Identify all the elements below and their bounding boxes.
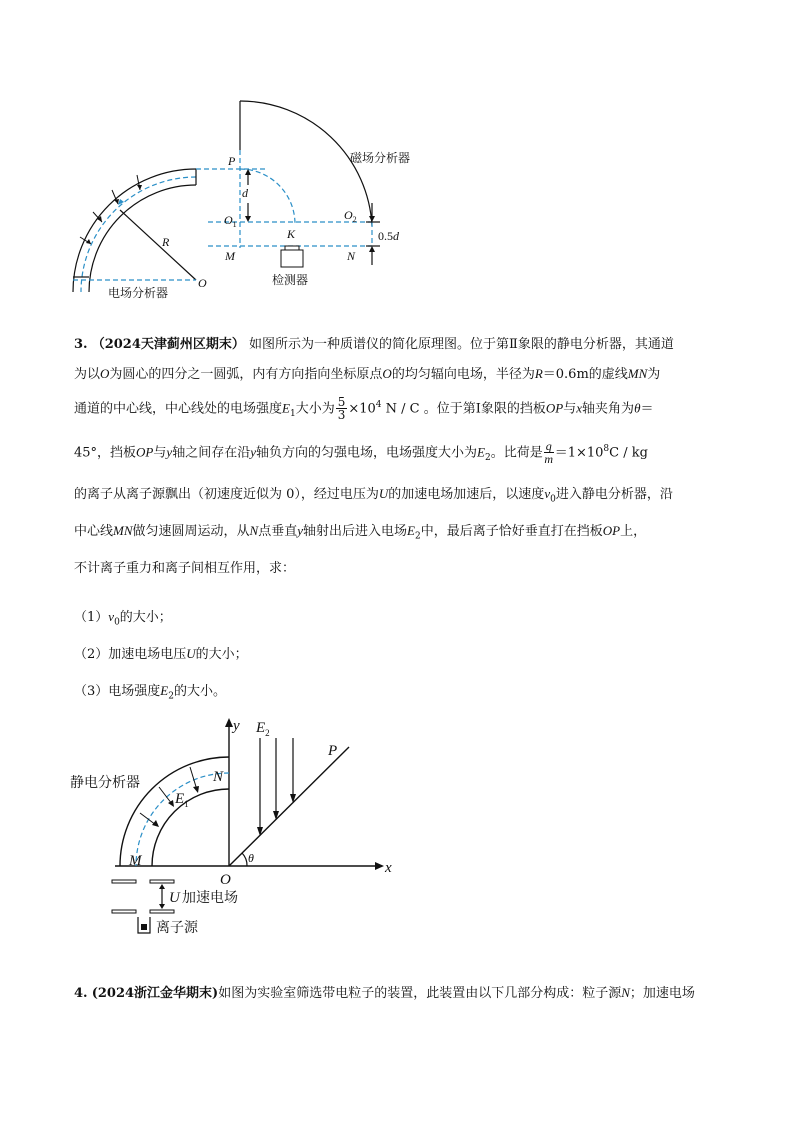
svg-text:R bbox=[161, 235, 170, 249]
problem-3: 3. （2024天津蓟州区期末） 如图所示为一种质谱仪的简化原理图。位于第Ⅱ象限的静电分析器，其通道 为以O为圆心的四分之一圆弧，内有方向指向坐标原点O的均匀辐向电场，半径为R＝0.6m的虚线MN为 通道的中心线，中心线处的电场强度$E_1$大小为 $\frac{5}{3}$ $\times 10^4$ N / C 。位于第Ⅰ象限的挡板OP与x轴夹角为θ＝ 45°，挡板OP与y轴之间存在沿y轴负方向的匀强电场，电场强度大小为$E_2$。比荷是 $\frac{q}{m}$ $=1\times 10^8C$ / kg 的离子从离子源飘出（初速度近似为 0），经过电压为U的加速电场加速后，以速度$v_0$进入静电分析器，沿 中心线MN做匀速圆周运动，从N点垂直y轴射出后进入电场$E_2$中，最后离子恰好垂直打在挡板OP上， 不计离子重力和离子间相互作用，求： bbox=[74, 337, 674, 577]
svg-text:x bbox=[384, 860, 392, 876]
label-M: M bbox=[225, 249, 235, 263]
radius-line bbox=[120, 210, 196, 280]
svg-text:O1: $O_1$ bbox=[224, 213, 237, 229]
label-E1: E bbox=[175, 791, 185, 807]
label-M: M bbox=[129, 853, 142, 869]
svg-text:d bbox=[242, 186, 249, 200]
figure-1-analyzer-diagram bbox=[0, 0, 794, 300]
svg-text:M bbox=[224, 249, 236, 263]
problem-3-source: （2024天津蓟州区期末） bbox=[91, 337, 245, 352]
ion-source-label: 离子源 bbox=[156, 920, 198, 936]
label-O2: O bbox=[344, 208, 353, 222]
svg-text:P bbox=[227, 154, 236, 168]
fraction-5-3: $\frac{5}{3}$ bbox=[337, 395, 346, 423]
sub-question-1: $(1)v_0$的大小； bbox=[74, 609, 172, 628]
svg-text:N bbox=[346, 249, 356, 263]
label-N: N bbox=[347, 249, 356, 263]
label-gap: 0.5 bbox=[378, 229, 393, 243]
svg-text:P bbox=[327, 743, 337, 759]
svg-text:M bbox=[128, 853, 143, 869]
svg-text:U bbox=[169, 890, 181, 906]
label-O: O bbox=[220, 872, 231, 888]
accel-field-label: 加速电场 bbox=[182, 890, 238, 906]
sub-question-2: （2）加速电场电压U的大小； bbox=[74, 646, 248, 662]
label-R: R bbox=[162, 235, 170, 249]
electric-field-analyzer bbox=[73, 169, 196, 292]
svg-text:K bbox=[286, 227, 296, 241]
svg-text:O2: $O_2$ bbox=[344, 208, 357, 224]
svg-text:y bbox=[231, 718, 240, 734]
label-x: x bbox=[385, 860, 392, 876]
sub-question-3: （3）电场强度$E_2$的大小。 bbox=[74, 683, 226, 702]
label-P: P bbox=[228, 154, 236, 168]
detector-icon bbox=[281, 246, 303, 267]
label-E2: E bbox=[256, 720, 266, 736]
ion-source-icon bbox=[138, 917, 150, 933]
svg-text:O bbox=[220, 872, 231, 888]
static-analyzer-label: 静电分析器 bbox=[70, 775, 140, 791]
problem-3-number: 3. bbox=[74, 337, 88, 352]
label-K: K bbox=[287, 227, 296, 241]
problem-4-source: (2024浙江金华期末) bbox=[91, 986, 219, 1001]
problem-4: 4. (2024浙江金华期末)如图为实验室筛选带电粒子的装置，此装置由以下几部分构成：粒子源N；加速电场 bbox=[74, 985, 695, 1001]
label-theta: θ bbox=[248, 851, 254, 865]
label-P: P bbox=[328, 743, 338, 759]
svg-text:0.5d: 0.5d bbox=[378, 229, 399, 243]
detector-label: 检测器 bbox=[272, 273, 309, 287]
problem-4-number: 4. bbox=[74, 986, 88, 1001]
label-O1: O bbox=[224, 213, 233, 227]
electric-analyzer-label: 电场分析器 bbox=[108, 286, 169, 300]
plate-OP bbox=[229, 747, 349, 866]
label-N: N bbox=[213, 769, 224, 785]
svg-text:θ bbox=[248, 851, 254, 865]
svg-text:O bbox=[198, 276, 207, 290]
svg-text:E2: $E_2$ bbox=[256, 720, 270, 738]
svg-text:N bbox=[212, 769, 224, 785]
svg-text:E1: $E_1$ bbox=[175, 791, 189, 809]
fraction-q-m: $\frac{q}{m}$ bbox=[544, 439, 554, 467]
magnetic-analyzer-label: 磁场分析器 bbox=[350, 151, 411, 165]
accelerating-plates bbox=[112, 880, 174, 913]
label-O: O bbox=[198, 276, 207, 290]
label-U: U bbox=[169, 890, 180, 906]
label-y: y bbox=[233, 718, 240, 734]
label-d: d bbox=[242, 186, 248, 200]
figure-2-mass-spectrometer bbox=[0, 700, 794, 960]
